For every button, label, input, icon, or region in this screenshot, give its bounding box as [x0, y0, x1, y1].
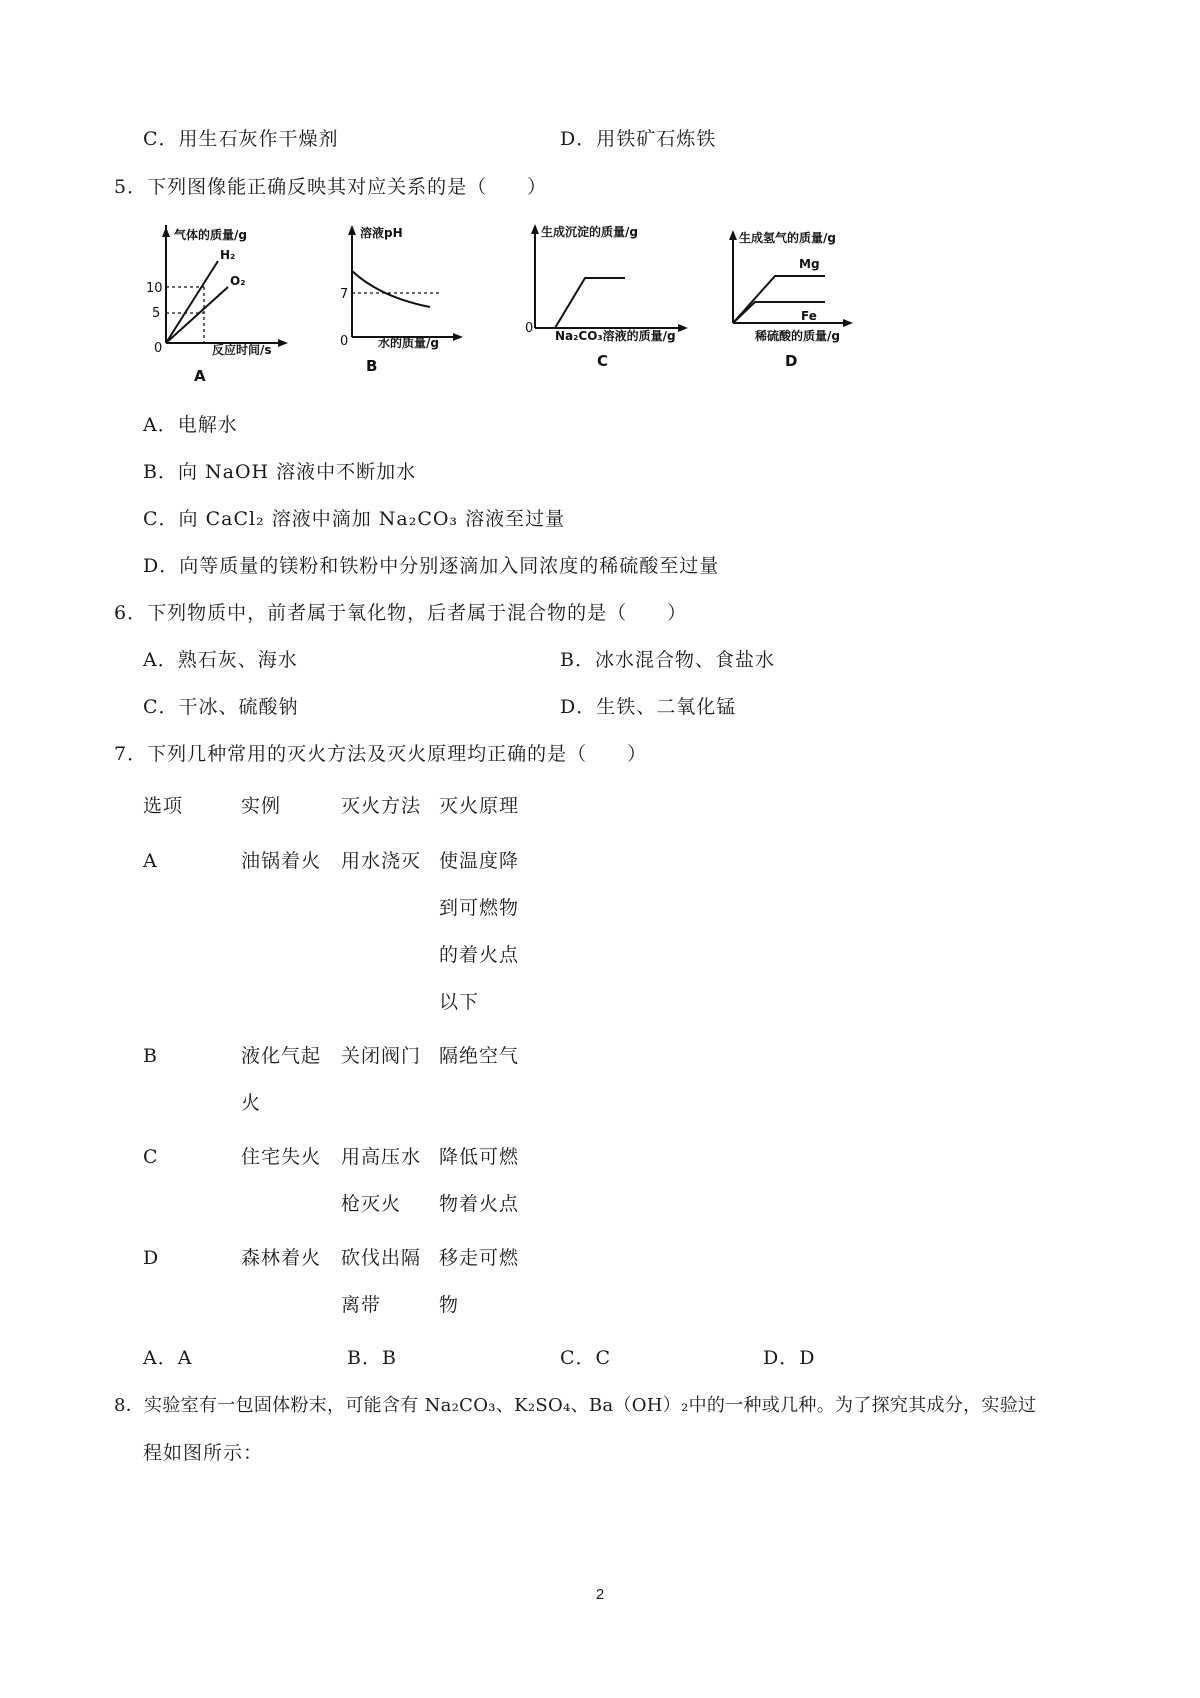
graph-b-origin: 0 — [340, 334, 349, 349]
q5-stem: 5．下列图像能正确反映其对应关系的是（ ） — [114, 176, 548, 198]
graph-a-origin: 0 — [154, 341, 163, 356]
q7-row-d-option: D — [143, 1247, 160, 1269]
q4-option-c: C．用生石灰作干燥剂 — [143, 128, 339, 150]
graph-d-mg-label: Mg — [799, 257, 820, 271]
graph-c-caption: C — [597, 352, 609, 370]
q6-option-a: A．熟石灰、海水 — [143, 649, 298, 671]
graph-b-curve — [352, 271, 430, 307]
q7-row-a-option: A — [143, 850, 158, 872]
q7-answer-c: C．C — [560, 1347, 612, 1369]
q7-answer-b: B．B — [347, 1347, 397, 1369]
graph-c-y-arrow — [531, 224, 539, 234]
q6-stem: 6．下列物质中，前者属于氧化物，后者属于混合物的是（ ） — [114, 602, 688, 624]
q7-stem: 7．下列几种常用的灭火方法及灭火原理均正确的是（ ） — [114, 743, 648, 765]
q7-row-d-method-2: 离带 — [341, 1294, 382, 1316]
q7-row-b-principle: 隔绝空气 — [439, 1045, 520, 1067]
q7-row-a-principle-1: 使温度降 — [439, 850, 520, 872]
graph-a-ylabel: 气体的质量/g — [174, 228, 247, 242]
q7-row-d-principle-1: 移走可燃 — [439, 1247, 520, 1269]
q6-option-c: C．干冰、硫酸钠 — [143, 696, 299, 718]
q7-header-option: 选项 — [143, 795, 184, 817]
q8-stem-line-2: 程如图所示： — [143, 1442, 264, 1464]
q7-row-d-example: 森林着火 — [241, 1247, 322, 1269]
q7-answer-a: A．A — [143, 1347, 193, 1369]
q7-row-d-method-1: 砍伐出隔 — [341, 1247, 422, 1269]
q7-row-c-principle-2: 物着火点 — [439, 1193, 520, 1215]
graph-a-caption: A — [194, 367, 206, 385]
q7-row-c-example: 住宅失火 — [241, 1146, 322, 1168]
q7-answer-d: D．D — [763, 1347, 816, 1369]
graph-c-origin: 0 — [525, 321, 534, 336]
q7-header-method: 灭火方法 — [341, 795, 422, 817]
graph-a-tick-5: 5 — [152, 306, 161, 321]
q7-row-a-example: 油锅着火 — [241, 850, 322, 872]
page-number: 2 — [595, 1586, 605, 1603]
q7-row-d-principle-2: 物 — [439, 1294, 460, 1316]
q5-option-d: D．向等质量的镁粉和铁粉中分别逐滴加入同浓度的稀硫酸至过量 — [143, 555, 720, 577]
graph-c — [525, 222, 695, 386]
graph-a-xlabel: 反应时间/s — [212, 343, 272, 357]
q7-row-c-method-2: 枪灭火 — [341, 1193, 402, 1215]
q7-row-b-example-1: 液化气起 — [241, 1045, 322, 1067]
graph-d — [725, 228, 865, 382]
q7-row-c-option: C — [143, 1146, 159, 1168]
q4-option-d: D．用铁矿石炼铁 — [560, 128, 717, 150]
graph-c-x-arrow — [678, 324, 688, 332]
graph-a-tick-10: 10 — [146, 281, 163, 296]
q7-row-b-example-2: 火 — [241, 1092, 262, 1114]
q7-row-b-option: B — [143, 1045, 158, 1067]
graph-a-x-arrow — [278, 339, 288, 347]
q7-row-c-method-1: 用高压水 — [341, 1146, 422, 1168]
graph-a-h2-label: H₂ — [220, 248, 236, 262]
graph-d-fe-label: Fe — [801, 309, 817, 323]
graph-b-ylabel: 溶液pH — [360, 226, 403, 240]
graph-b-caption: B — [366, 357, 378, 375]
graph-c-xlabel: Na₂CO₃溶液的质量/g — [555, 329, 676, 343]
graph-c-ylabel: 生成沉淀的质量/g — [541, 225, 638, 239]
graph-b-tick-7: 7 — [340, 287, 349, 302]
q6-option-d: D．生铁、二氧化锰 — [560, 696, 737, 718]
q5-option-a: A．电解水 — [143, 414, 238, 436]
q5-option-b: B．向 NaOH 溶液中不断加水 — [143, 461, 417, 483]
graph-b — [330, 225, 470, 389]
q7-row-a-principle-2: 到可燃物 — [439, 897, 520, 919]
graph-a-o2-label: O₂ — [230, 274, 246, 288]
q5-option-c: C．向 CaCl₂ 溶液中滴加 Na₂CO₃ 溶液至过量 — [143, 508, 566, 530]
graph-a — [140, 225, 290, 389]
q7-row-a-principle-4: 以下 — [439, 991, 480, 1013]
graph-b-x-arrow — [453, 333, 463, 341]
graph-d-x-arrow — [843, 319, 853, 327]
graph-c-curve — [555, 278, 625, 328]
q7-row-c-principle-1: 降低可燃 — [439, 1146, 520, 1168]
q6-option-b: B．冰水混合物、食盐水 — [560, 649, 775, 671]
q7-row-a-method: 用水浇灭 — [341, 850, 422, 872]
graph-d-ylabel: 生成氢气的质量/g — [739, 231, 836, 245]
q7-header-principle: 灭火原理 — [439, 795, 520, 817]
graph-b-y-arrow — [348, 225, 356, 235]
graph-d-xlabel: 稀硫酸的质量/g — [755, 329, 840, 343]
q7-header-example: 实例 — [241, 795, 282, 817]
graph-d-y-arrow — [729, 230, 737, 240]
q7-row-b-method: 关闭阀门 — [341, 1045, 422, 1067]
graph-b-xlabel: 水的质量/g — [378, 336, 439, 350]
q7-row-a-principle-3: 的着火点 — [439, 944, 520, 966]
graph-d-caption: D — [785, 352, 798, 370]
graph-a-y-arrow — [162, 227, 170, 237]
q8-stem-line-1: 8．实验室有一包固体粉末，可能含有 Na₂CO₃、K₂SO₄、Ba（OH）₂中的一种或几种。为了探究其成分，实验过 — [114, 1395, 1037, 1416]
